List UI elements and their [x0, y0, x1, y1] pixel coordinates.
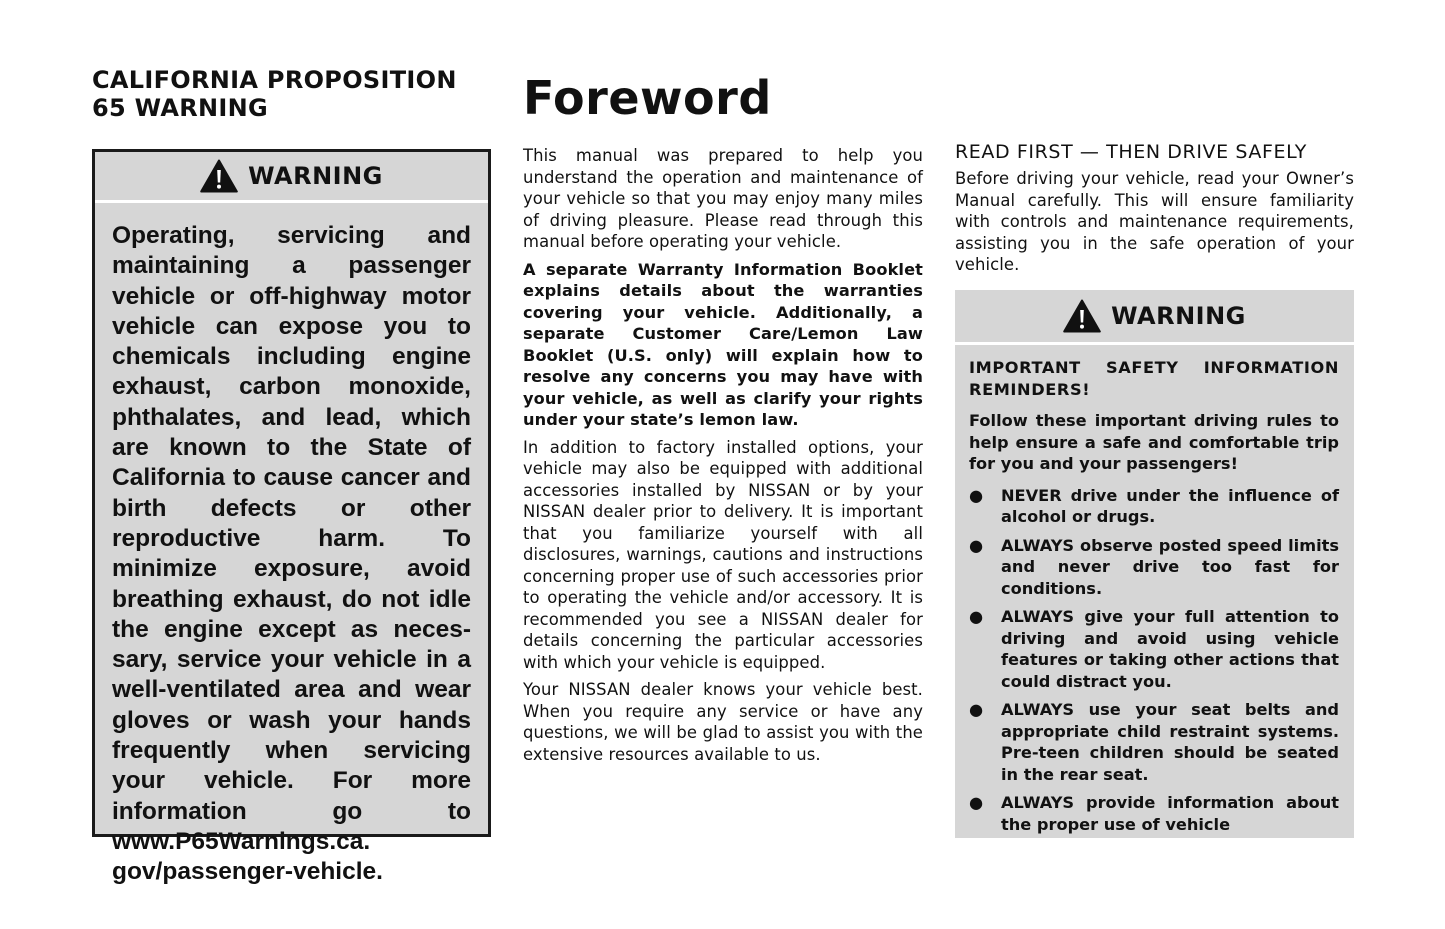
safety-warning-label: WARNING: [1111, 302, 1246, 330]
bullet-icon: ●: [969, 607, 984, 626]
safety-subhead: IMPORTANT SAFETY INFORMATION REMINDERS!: [969, 358, 1339, 399]
bullet-text: ALWAYS give your full attention to driving and avoid using vehicle features or taking other actions that could distract you.: [1001, 607, 1339, 691]
bullet-text: ALWAYS use your seat belts and appropriate child restraint systems. Pre-teen children should be seated in the rear seat.: [1001, 700, 1339, 784]
read-first-heading: READ FIRST — THEN DRIVE SAFELY: [955, 141, 1307, 163]
foreword-section: [523, 70, 923, 771]
prop65-section: [92, 66, 492, 886]
foreword-paragraph-warranty: A separate Warranty Information Booklet explains details about the warranties covering your vehicle. Additionally, a separate Customer Care/Lemon Law Booklet (U.S. only) will explain how to resolve any concerns you may have with your vehicle, as well as clarify your rights under your state’s lemon law.: [523, 259, 923, 429]
prop65-warning-header: [95, 152, 488, 203]
prop65-warning-box: [92, 149, 491, 886]
bullet-icon: ●: [969, 700, 984, 719]
list-item: [969, 485, 1339, 528]
bullet-text: ALWAYS provide information about the proper use of vehicle: [1001, 793, 1339, 834]
safety-warning-header: [955, 290, 1354, 345]
bullet-icon: ●: [969, 485, 984, 505]
read-first-intro: Before driving your vehicle, read your Owner’s Manual carefully. This will ensure familiarity with controls and maintenance requirements, assisting you in the safe operation of your vehicle.: [955, 169, 1354, 274]
foreword-paragraph-accessories: In addition to factory installed options, your vehicle may also be equipped with additional accessories installed by NISSAN or by your NISSAN dealer prior to delivery. It is important that you familiarize yourself with all disclosures, warnings, cautions and instructions concerning proper use of such accessories prior to operating the vehicle and/or accessory. It is recommended you see a NISSAN dealer for details concerning the particular accessories with which your vehicle is equipped.: [523, 437, 923, 672]
bullet-text: NEVER drive under the influence of alcohol or drugs.: [1001, 485, 1339, 526]
safety-intro: Follow these important driving rules to help ensure a safe and comfortable trip for you and your passengers!: [969, 411, 1339, 473]
prop65-heading-line1: CALIFORNIA PROPOSITION: [92, 66, 457, 94]
prop65-warning-label: WARNING: [248, 162, 383, 190]
warning-triangle-icon: [200, 159, 238, 193]
bullet-icon: ●: [969, 793, 984, 812]
foreword-paragraph-dealer: Your NISSAN dealer knows your vehicle best. When you require any service or have any questions, we will be glad to assist you with the extensive resources available to us.: [523, 680, 923, 764]
safety-warning-body: [955, 345, 1354, 835]
safety-warning-box: [955, 290, 1354, 838]
list-item: [969, 606, 1339, 692]
warning-triangle-icon: [1063, 299, 1101, 333]
prop65-warning-text: Operating, servicing and maintaining a passenger vehicle or off-highway motor vehicle can expose you to chemicals including engine exhaust, carbon monoxide, phthalates, and lead, which are known to the State of California to cause cancer and birth defects or other reproductive harm. To minimize exposure, avoid breathing exhaust, do not idle the engine except as necessary, service your vehicle in a well-ventilated area and wear gloves or wash your hands frequently when servicing your vehicle. For more information go to www.P65Warnings.ca.​gov/passenger-vehicle.: [112, 222, 471, 886]
list-item: [969, 535, 1339, 600]
safety-bullet-list: [969, 485, 1339, 836]
list-item: [969, 699, 1339, 785]
list-item: [969, 792, 1339, 835]
prop65-heading: [92, 66, 492, 122]
prop65-heading-line2: 65 WARNING: [92, 94, 269, 122]
foreword-paragraph-1: This manual was prepared to help you understand the operation and maintenance of your vehicle so that you may enjoy many miles of driving pleasure. Please read through this manual before operating your vehicle.: [523, 146, 923, 251]
bullet-icon: ●: [969, 535, 984, 555]
bullet-text: ALWAYS observe posted speed limits and never drive too fast for conditions.: [1001, 535, 1339, 598]
page-title: Foreword: [523, 71, 772, 125]
read-first-section: [955, 140, 1354, 834]
